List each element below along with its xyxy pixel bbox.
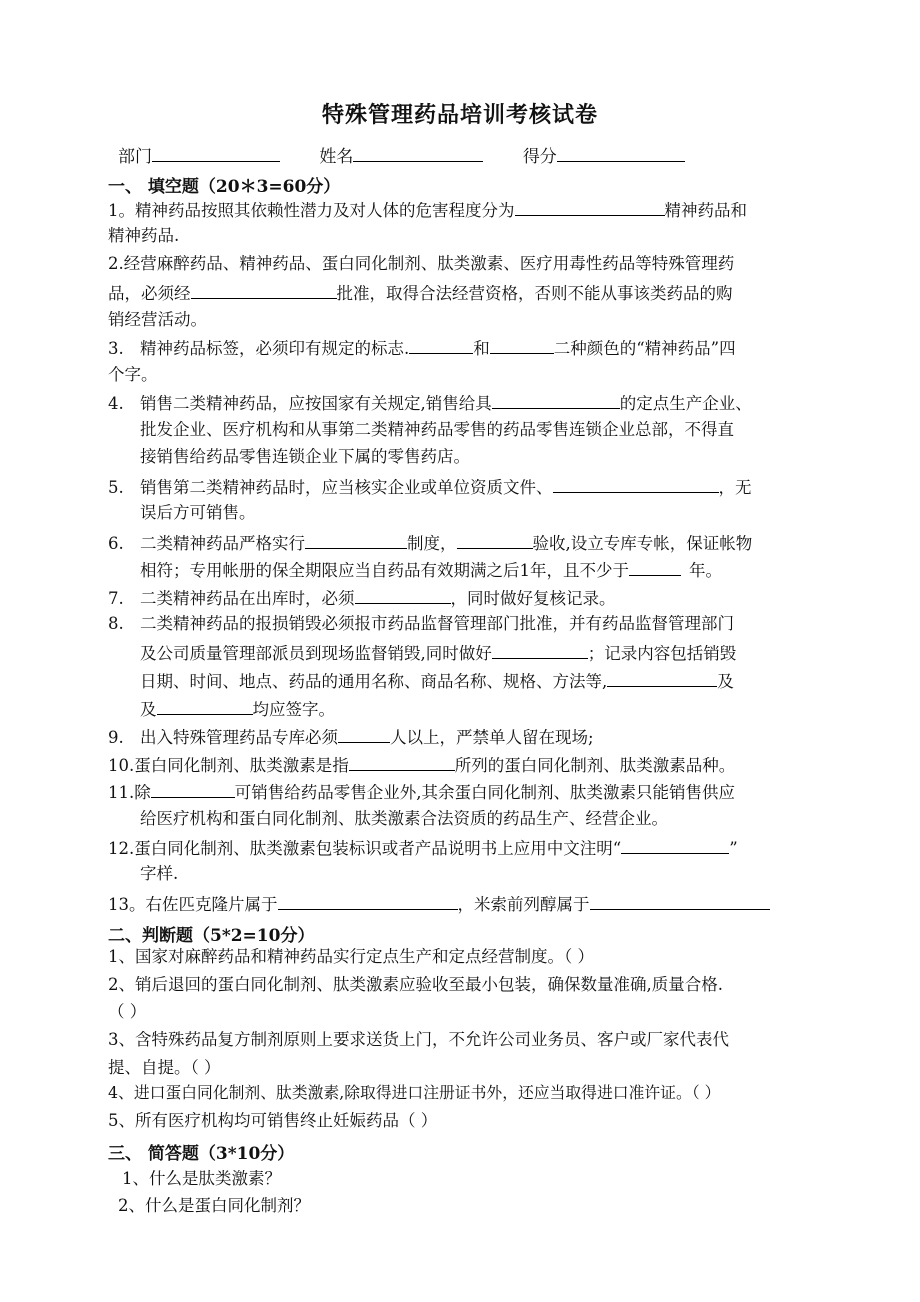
q11-text-c: 给医疗机构和蛋白同化制剂、肽类激素合法资质的药品生产、经营企业。 bbox=[140, 809, 668, 828]
q2-blank-1[interactable] bbox=[191, 282, 337, 299]
q1-text-a: 1。精神药品按照其依赖性潜力及对人体的危害程度分为 bbox=[108, 201, 515, 220]
q6-line2 bbox=[140, 559, 722, 581]
judge-3-line1: 3、含特殊药品复方制剂原则上要求送货上门，不允许公司业务员、客户或厂家代表代 bbox=[108, 1030, 729, 1049]
q7-text-a: 二类精神药品在出库时，必须 bbox=[140, 589, 355, 608]
q8-line3 bbox=[140, 670, 734, 692]
q7-blank-1[interactable] bbox=[355, 587, 451, 604]
q9-text-a: 出入特殊管理药品专库必须 bbox=[140, 728, 338, 747]
q8-line4 bbox=[140, 698, 335, 720]
q4-line2 bbox=[140, 420, 734, 440]
dept-field bbox=[118, 142, 280, 167]
q3-line1 bbox=[108, 337, 736, 359]
judge-2-line1: 2、销后退回的蛋白同化制剂、肽类激素应验收至最小包装，确保数量准确,质量合格. bbox=[108, 975, 723, 994]
section2-title: 二、判断题（5*2=10分） bbox=[108, 926, 315, 946]
q12-text-c: 字样. bbox=[140, 864, 179, 883]
q9-line1 bbox=[108, 726, 594, 748]
score-field bbox=[523, 142, 685, 167]
q3-number: 3. bbox=[108, 339, 124, 358]
q8-line2 bbox=[140, 642, 736, 664]
q12-text-a: 12.蛋白同化制剂、肽类激素包装标识或者产品说明书上应用中文注明“ bbox=[108, 839, 622, 858]
q11-text-b: 可销售给药品零售企业外,其余蛋白同化制剂、肽类激素只能销售供应 bbox=[234, 783, 735, 802]
q11-line1 bbox=[108, 781, 735, 803]
q13-line1 bbox=[108, 893, 770, 915]
score-label: 得分 bbox=[522, 147, 557, 167]
name-label: 姓名 bbox=[319, 147, 354, 167]
q3-text-d: 个字。 bbox=[108, 365, 158, 384]
q4-blank-1[interactable] bbox=[492, 392, 620, 409]
section1-title: 一、 填空题（20＊3=60分） bbox=[108, 177, 341, 197]
q5-number: 5. bbox=[108, 478, 124, 497]
q12-line2 bbox=[140, 864, 178, 884]
q2-line1 bbox=[108, 254, 734, 274]
header-info-row bbox=[118, 142, 719, 167]
q13-blank-1[interactable] bbox=[278, 893, 458, 910]
dept-label: 部门 bbox=[118, 147, 152, 167]
q3-text-c: 二种颜色的“精神药品”四 bbox=[553, 339, 736, 358]
q7-number: 7. bbox=[108, 589, 124, 608]
q4-number: 4. bbox=[108, 394, 124, 413]
q12-text-b: ” bbox=[729, 839, 738, 858]
q4-line3 bbox=[140, 447, 470, 467]
q8-text-e: 及 bbox=[717, 672, 734, 691]
q8-text-a: 二类精神药品的报损销毁必须报市药品监督管理部门批准，并有药品监督管理部门 bbox=[140, 614, 734, 633]
q2-line2 bbox=[108, 282, 733, 304]
q12-blank-1[interactable] bbox=[621, 837, 729, 854]
q4-text-b: 的定点生产企业、 bbox=[619, 394, 752, 413]
judge-4: 4、进口蛋白同化制剂、肽类激素,除取得进口注册证书外，还应当取得进口准许证。（ ） bbox=[108, 1083, 721, 1102]
q3-text-b: 和 bbox=[473, 339, 490, 358]
q8-line1 bbox=[108, 614, 734, 634]
name-blank[interactable] bbox=[353, 143, 483, 162]
q5-text-c: 误后方可销售。 bbox=[140, 503, 256, 522]
q8-text-c: ；记录内容包括销毁 bbox=[587, 644, 737, 663]
judge-5: 5、所有医疗机构均可销售终止妊娠药品（ ） bbox=[108, 1111, 438, 1130]
q6-text-d: 相符；专用帐册的保全期限应当自药品有效期满之后1年，且不少于 bbox=[140, 561, 629, 580]
q6-blank-3[interactable] bbox=[629, 559, 681, 576]
q10-text-a: 10.蛋白同化制剂、肽类激素是指 bbox=[108, 756, 349, 775]
q11-text-a: 11.除 bbox=[108, 783, 151, 802]
page-title: 特殊管理药品培训考核试卷 bbox=[321, 102, 598, 128]
q8-text-f: 及 bbox=[140, 700, 157, 719]
q13-blank-2[interactable] bbox=[590, 893, 770, 910]
q8-blank-2[interactable] bbox=[607, 670, 717, 687]
short-answer-1: 1、什么是肽类激素？ bbox=[122, 1169, 281, 1188]
q1-line2 bbox=[108, 226, 179, 246]
q6-line1 bbox=[108, 532, 752, 554]
q1-text-c: 精神药品. bbox=[108, 226, 180, 245]
q4-text-c: 批发企业、医疗机构和从事第二类精神药品零售的药品零售连锁企业总部，不得直 bbox=[140, 420, 734, 439]
q5-text-a: 销售第二类精神药品时，应当核实企业或单位资质文件、 bbox=[140, 478, 553, 497]
q3-blank-1[interactable] bbox=[409, 337, 473, 354]
q9-blank-1[interactable] bbox=[338, 726, 390, 743]
q13-text-a: 13。右佐匹克隆片属于 bbox=[108, 895, 278, 914]
q5-text-b: ，无 bbox=[718, 478, 752, 497]
q2-line3 bbox=[108, 310, 207, 330]
q10-blank-1[interactable] bbox=[349, 754, 455, 771]
q5-line1 bbox=[108, 476, 752, 498]
q2-text-c: 批准，取得合法经营资格，否则不能从事该类药品的购 bbox=[336, 284, 733, 303]
q8-blank-1[interactable] bbox=[492, 642, 588, 659]
q2-text-b: 品，必须经 bbox=[108, 284, 191, 303]
q7-text-b: ，同时做好复核记录。 bbox=[450, 589, 616, 608]
q2-text-d: 销经营活动。 bbox=[108, 310, 207, 329]
q10-line1 bbox=[108, 754, 735, 776]
q6-text-a: 二类精神药品严格实行 bbox=[140, 534, 305, 553]
q8-text-b: 及公司质量管理部派员到现场监督销毁,同时做好 bbox=[140, 644, 492, 663]
short-answer-2: 2、什么是蛋白同化制剂？ bbox=[118, 1196, 310, 1215]
q7-line1 bbox=[108, 587, 616, 609]
q6-blank-1[interactable] bbox=[305, 532, 407, 549]
q4-line1 bbox=[108, 392, 752, 414]
q12-line1 bbox=[108, 837, 738, 859]
name-field bbox=[319, 142, 483, 167]
q2-text-a: 2.经营麻醉药品、精神药品、蛋白同化制剂、肽类激素、医疗用毒性药品等特殊管理药 bbox=[108, 254, 735, 273]
q8-number: 8. bbox=[108, 614, 124, 633]
q13-text-b: ，米索前列醇属于 bbox=[457, 895, 590, 914]
q1-text-b: 精神药品和 bbox=[664, 201, 747, 220]
q4-text-a: 销售二类精神药品，应按国家有关规定,销售给具 bbox=[140, 394, 492, 413]
q8-blank-3[interactable] bbox=[157, 698, 253, 715]
judge-2-line2: （ ） bbox=[108, 1002, 147, 1021]
judge-1: 1、国家对麻醉药品和精神药品实行定点生产和定点经营制度。（ ） bbox=[108, 947, 594, 966]
q11-blank-1[interactable] bbox=[151, 781, 235, 798]
q6-blank-2[interactable] bbox=[457, 532, 533, 549]
q3-blank-2[interactable] bbox=[490, 337, 554, 354]
q10-text-b: 所列的蛋白同化制剂、肽类激素品种。 bbox=[454, 756, 736, 775]
q5-line2 bbox=[140, 503, 256, 523]
q6-text-b: 制度， bbox=[407, 534, 457, 553]
q6-text-c: 验收,设立专库专帐，保证帐物 bbox=[532, 534, 753, 553]
q6-text-e: 年。 bbox=[689, 561, 722, 580]
q8-text-g: 均应签字。 bbox=[252, 700, 335, 719]
judge-3-line2: 提、自提。（ ） bbox=[108, 1058, 221, 1077]
q6-number: 6. bbox=[108, 534, 124, 553]
q1-blank-1[interactable] bbox=[515, 199, 665, 216]
q3-text-a: 精神药品标签，必须印有规定的标志. bbox=[140, 339, 410, 358]
q9-text-b: 人以上，严禁单人留在现场; bbox=[390, 728, 594, 747]
dept-blank[interactable] bbox=[152, 143, 280, 162]
q3-line2 bbox=[108, 365, 158, 385]
section3-title: 三、 简答题（3*10分） bbox=[108, 1144, 295, 1164]
q11-line2 bbox=[140, 809, 668, 829]
q9-number: 9. bbox=[108, 728, 124, 747]
q1-line1 bbox=[108, 199, 747, 221]
score-blank[interactable] bbox=[557, 143, 685, 162]
q5-blank-1[interactable] bbox=[553, 476, 719, 493]
q4-text-d: 接销售给药品零售连锁企业下属的零售药店。 bbox=[140, 447, 470, 466]
q8-text-d: 日期、时间、地点、药品的通用名称、商品名称、规格、方法等, bbox=[140, 672, 608, 691]
